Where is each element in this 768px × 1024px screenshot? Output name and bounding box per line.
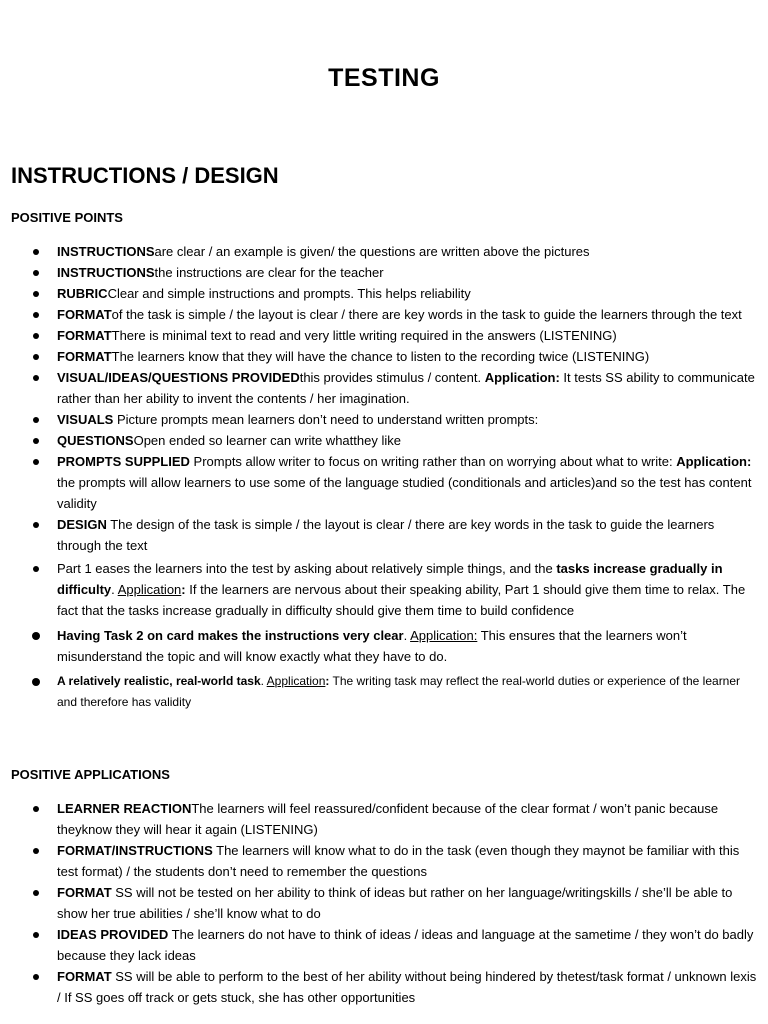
list-item: Having Task 2 on card makes the instructions very clear. Application: This ensures that the learners won’t misunderstand the topic and will know exactly what they have to do. bbox=[0, 625, 768, 667]
positive-points-list bbox=[0, 241, 768, 713]
document-title: TESTING bbox=[328, 64, 440, 92]
list-item: QUESTIONSOpen ended so learner can write whatthey like bbox=[0, 430, 768, 451]
bullet-icon bbox=[33, 354, 39, 360]
section-heading: INSTRUCTIONS / DESIGN bbox=[11, 163, 279, 188]
list-item: PROMPTS SUPPLIED Prompts allow writer to focus on writing rather than on worrying about what to write: Application: the prompts will allow learners to use some of the language studied (conditionals and articles)and so the test has content validity bbox=[0, 451, 768, 514]
list-item: INSTRUCTIONSthe instructions are clear for the teacher bbox=[0, 262, 768, 283]
bullet-icon bbox=[33, 270, 39, 276]
list-item: FORMAT SS will not be tested on her ability to think of ideas but rather on her language/writingskills / she’ll be able to show her true abilities / she’ll know what to do bbox=[0, 882, 768, 924]
bullet-icon bbox=[33, 806, 39, 812]
list-item: Part 1 eases the learners into the test by asking about relatively simple things, and the tasks increase gradually in difficulty. Application: If the learners are nervous about their speaking ability, Part 1 should give them time to relax. The fact that the tasks increase gradually in difficulty should give them time to build confidence bbox=[0, 558, 768, 621]
list-item: VISUALS Picture prompts mean learners don’t need to understand written prompts: bbox=[0, 409, 768, 430]
list-item: FORMAT/INSTRUCTIONS The learners will know what to do in the task (even though they maynot be familiar with this test format) / the students don’t need to remember the questions bbox=[0, 840, 768, 882]
bullet-icon bbox=[33, 333, 39, 339]
bullet-icon bbox=[33, 459, 39, 465]
list-item: LEARNER REACTIONThe learners will feel reassured/confident because of the clear format / won’t panic because theyknow they will hear it again (LISTENING) bbox=[0, 798, 768, 840]
bullet-icon bbox=[33, 249, 39, 255]
bullet-icon bbox=[33, 291, 39, 297]
bullet-icon bbox=[33, 312, 39, 318]
positive-points-heading: POSITIVE POINTS bbox=[11, 210, 123, 225]
bullet-icon bbox=[32, 632, 40, 640]
bullet-icon bbox=[33, 974, 39, 980]
bullet-icon bbox=[33, 566, 39, 572]
bullet-icon bbox=[33, 438, 39, 444]
list-item: INSTRUCTIONSare clear / an example is given/ the questions are written above the pictures bbox=[0, 241, 768, 262]
bullet-icon bbox=[33, 890, 39, 896]
list-item: VISUAL/IDEAS/QUESTIONS PROVIDEDthis provides stimulus / content. Application: It tests SS ability to communicate rather than her ability to invent the contents / her imagination. bbox=[0, 367, 768, 409]
bullet-icon bbox=[32, 678, 40, 686]
list-item: RUBRICClear and simple instructions and prompts. This helps reliability bbox=[0, 283, 768, 304]
bullet-icon bbox=[33, 417, 39, 423]
list-item: IDEAS PROVIDED The learners do not have to think of ideas / ideas and language at the sametime / they won’t do badly because they lack ideas bbox=[0, 924, 768, 966]
list-item: FORMATThere is minimal text to read and very little writing required in the answers (LISTENING) bbox=[0, 325, 768, 346]
list-item: FORMATof the task is simple / the layout is clear / there are key words in the task to guide the learners through the text bbox=[0, 304, 768, 325]
list-item: A relatively realistic, real-world task. Application: The writing task may reflect the real-world duties or experience of the learner and therefore has validity bbox=[0, 671, 768, 713]
positive-applications-list bbox=[0, 798, 768, 1008]
bullet-icon bbox=[33, 522, 39, 528]
list-item: FORMAT SS will be able to perform to the best of her ability without being hindered by thetest/task format / unknown lexis / If SS goes off track or gets stuck, she has other opportunities bbox=[0, 966, 768, 1008]
positive-applications-heading: POSITIVE APPLICATIONS bbox=[11, 767, 170, 782]
list-item: FORMATThe learners know that they will have the chance to listen to the recording twice (LISTENING) bbox=[0, 346, 768, 367]
bullet-icon bbox=[33, 932, 39, 938]
bullet-icon bbox=[33, 375, 39, 381]
list-item: DESIGN The design of the task is simple / the layout is clear / there are key words in the task to guide the learners through the text bbox=[0, 514, 768, 556]
bullet-icon bbox=[33, 848, 39, 854]
